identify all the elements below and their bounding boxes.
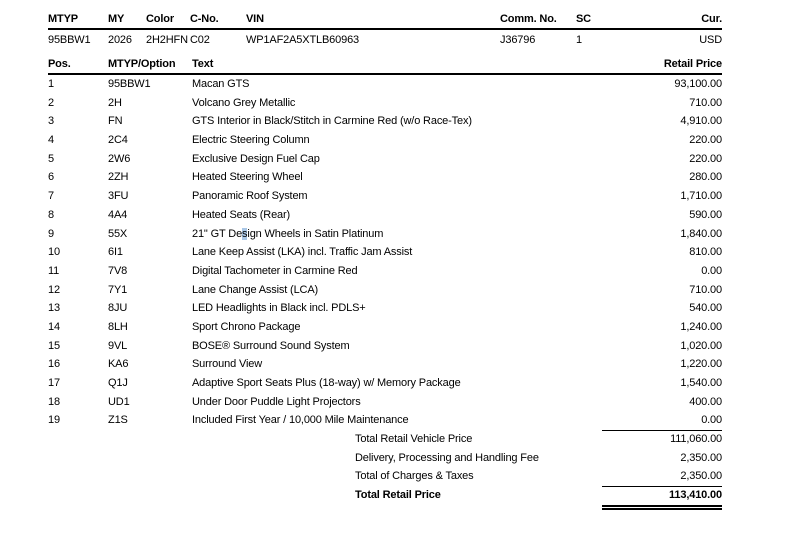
option-code-cell: 2ZH bbox=[108, 171, 129, 184]
table-row bbox=[48, 374, 722, 393]
option-code-cell: Q1J bbox=[108, 377, 128, 389]
text-cell: Sport Chrono Package bbox=[192, 320, 301, 333]
option-code-cell: 7V8 bbox=[108, 264, 128, 277]
option-code-cell: 95BBW1 bbox=[108, 78, 151, 90]
option-code-cell: 8JU bbox=[108, 302, 128, 315]
spacer bbox=[48, 430, 355, 449]
price-cell: 1,020.00 bbox=[680, 339, 722, 352]
vehicle-values-row bbox=[48, 30, 722, 49]
pos-cell: 3 bbox=[48, 115, 54, 128]
option-code-cell: 6I1 bbox=[108, 246, 123, 259]
pos-cell: 15 bbox=[48, 339, 60, 352]
text-cell: GTS Interior in Black/Stitch in Carmine Red (w/o Race-Tex) bbox=[192, 115, 472, 128]
price-cell: 220.00 bbox=[689, 152, 722, 165]
table-row bbox=[48, 299, 722, 318]
table-row bbox=[48, 168, 722, 187]
option-code-cell: KA6 bbox=[108, 358, 129, 371]
price-cell: 710.00 bbox=[689, 96, 722, 109]
option-code-cell: 8LH bbox=[108, 320, 128, 333]
col-header-text: Text bbox=[192, 58, 214, 70]
option-code-cell: 2H bbox=[108, 96, 122, 109]
price-cell: 1,840.00 bbox=[680, 227, 722, 240]
text-cell: Lane Change Assist (LCA) bbox=[192, 283, 319, 296]
price-cell: 4,910.00 bbox=[680, 115, 722, 128]
price-cell: 590.00 bbox=[689, 208, 722, 221]
text-cell: Adaptive Sport Seats Plus (18-way) w/ Memory Package bbox=[192, 377, 461, 389]
text-cell: Lane Keep Assist (LKA) incl. Traffic Jam Assist bbox=[192, 246, 413, 259]
col-header-mtyp: MTYP bbox=[48, 13, 78, 25]
table-row bbox=[48, 393, 722, 412]
option-code-cell: 2C4 bbox=[108, 134, 128, 147]
spacer bbox=[48, 467, 355, 487]
price-cell: 280.00 bbox=[689, 171, 722, 184]
option-code-cell: FN bbox=[108, 115, 123, 128]
total-label: Total of Charges & Taxes bbox=[355, 470, 474, 483]
text-cell: Exclusive Design Fuel Cap bbox=[192, 152, 320, 165]
col-header-vin: VIN bbox=[246, 13, 264, 25]
table-row bbox=[48, 131, 722, 150]
pos-cell: 8 bbox=[48, 208, 54, 221]
vehicle-my-value: 2026 bbox=[108, 34, 132, 46]
table-row bbox=[48, 225, 722, 244]
option-code-cell: 9VL bbox=[108, 339, 128, 352]
col-header-cur: Cur. bbox=[701, 13, 722, 25]
total-row bbox=[48, 467, 722, 486]
text-cell: Heated Steering Wheel bbox=[192, 171, 303, 184]
col-header-my: MY bbox=[108, 13, 125, 25]
option-code-cell: 3FU bbox=[108, 190, 129, 203]
pos-cell: 9 bbox=[48, 227, 54, 240]
price-cell: 810.00 bbox=[689, 246, 722, 259]
table-row bbox=[48, 262, 722, 281]
col-header-cno: C-No. bbox=[190, 13, 219, 25]
text-cell: Under Door Puddle Light Projectors bbox=[192, 395, 361, 408]
table-row bbox=[48, 206, 722, 225]
pos-cell: 18 bbox=[48, 395, 60, 408]
table-row bbox=[48, 318, 722, 337]
table-row bbox=[48, 243, 722, 262]
table-row bbox=[48, 150, 722, 169]
total-row bbox=[48, 449, 722, 468]
option-code-cell: 55X bbox=[108, 227, 128, 240]
price-cell: 93,100.00 bbox=[674, 78, 722, 90]
col-header-mtyp-option: MTYP/Option bbox=[108, 58, 176, 70]
pos-cell: 11 bbox=[48, 264, 60, 277]
pos-cell: 12 bbox=[48, 283, 60, 296]
total-value-cell: 2,350.00 bbox=[680, 451, 722, 464]
price-cell: 1,240.00 bbox=[680, 320, 722, 333]
text-cell: 21" GT Design Wheels in Satin Platinum bbox=[192, 227, 384, 240]
selected-text: s bbox=[242, 227, 248, 240]
vehicle-header-row bbox=[48, 12, 722, 30]
price-cell: 1,710.00 bbox=[680, 190, 722, 203]
text-cell: Included First Year / 10,000 Mile Maintenance bbox=[192, 414, 409, 427]
vehicle-vin-value: WP1AF2A5XTLB60963 bbox=[246, 34, 360, 46]
table-row bbox=[48, 411, 722, 430]
text-cell: LED Headlights in Black incl. PDLS+ bbox=[192, 302, 366, 315]
text-cell: BOSE® Surround Sound System bbox=[192, 339, 350, 352]
total-label: Total Retail Vehicle Price bbox=[355, 433, 473, 446]
col-header-retail-price: Retail Price bbox=[663, 58, 722, 70]
text-cell: Electric Steering Column bbox=[192, 134, 310, 147]
price-cell: 1,540.00 bbox=[680, 377, 722, 389]
text-cell: Volcano Grey Metallic bbox=[192, 96, 296, 109]
total-value-cell: 113,410.00 bbox=[602, 486, 722, 510]
table-row bbox=[48, 75, 722, 94]
vehicle-currency-value: USD bbox=[699, 34, 722, 46]
pos-cell: 17 bbox=[48, 377, 60, 389]
text-cell: Digital Tachometer in Carmine Red bbox=[192, 264, 358, 277]
document-body bbox=[48, 12, 722, 505]
spacer bbox=[48, 449, 355, 468]
pos-cell: 1 bbox=[48, 78, 54, 90]
total-value-cell: 111,060.00 bbox=[670, 433, 722, 446]
price-cell: 220.00 bbox=[689, 134, 722, 147]
price-cell: 400.00 bbox=[689, 395, 722, 408]
option-code-cell: 4A4 bbox=[108, 208, 128, 221]
price-cell: 710.00 bbox=[689, 283, 722, 296]
option-code-cell: 7Y1 bbox=[108, 283, 128, 296]
totals-section bbox=[48, 430, 722, 505]
price-cell: 540.00 bbox=[689, 302, 722, 315]
vehicle-sc-value: 1 bbox=[576, 34, 582, 46]
price-cell: 1,220.00 bbox=[680, 358, 722, 371]
table-row bbox=[48, 112, 722, 131]
total-row bbox=[48, 430, 722, 449]
option-code-cell: 2W6 bbox=[108, 152, 131, 165]
table-row bbox=[48, 281, 722, 300]
table-row bbox=[48, 94, 722, 113]
text-cell: Surround View bbox=[192, 358, 263, 371]
pos-cell: 14 bbox=[48, 320, 60, 333]
price-cell: 0.00 bbox=[701, 264, 722, 277]
option-code-cell: UD1 bbox=[108, 395, 130, 408]
col-header-color: Color bbox=[146, 13, 174, 25]
spacer bbox=[48, 486, 355, 510]
pos-cell: 6 bbox=[48, 171, 54, 184]
total-label: Total Retail Price bbox=[355, 489, 441, 502]
vehicle-color-value: 2H2HFN bbox=[146, 34, 188, 46]
option-code-cell: Z1S bbox=[108, 414, 128, 427]
pos-cell: 4 bbox=[48, 134, 54, 147]
vehicle-comm-no-value: J36796 bbox=[500, 34, 536, 46]
total-value-cell: 2,350.00 bbox=[602, 467, 722, 487]
vehicle-mtyp-value: 95BBW1 bbox=[48, 34, 91, 46]
col-header-pos: Pos. bbox=[48, 58, 71, 70]
pos-cell: 13 bbox=[48, 302, 60, 315]
col-header-sc: SC bbox=[576, 13, 591, 25]
table-row bbox=[48, 187, 722, 206]
text-cell: Panoramic Roof System bbox=[192, 190, 308, 203]
pos-cell: 19 bbox=[48, 414, 60, 427]
pos-cell: 5 bbox=[48, 152, 54, 165]
text-cell: Heated Seats (Rear) bbox=[192, 208, 291, 221]
parts-table-header bbox=[48, 58, 722, 75]
price-cell: 0.00 bbox=[602, 411, 722, 431]
pos-cell: 2 bbox=[48, 96, 54, 109]
pos-cell: 10 bbox=[48, 246, 60, 259]
table-row bbox=[48, 337, 722, 356]
parts-table-rows bbox=[48, 75, 722, 430]
col-header-comm-no: Comm. No. bbox=[500, 13, 557, 25]
total-label: Delivery, Processing and Handling Fee bbox=[355, 451, 539, 464]
table-row bbox=[48, 355, 722, 374]
text-cell: Macan GTS bbox=[192, 78, 250, 90]
total-row bbox=[48, 486, 722, 505]
vehicle-cno-value: C02 bbox=[190, 34, 210, 46]
pos-cell: 16 bbox=[48, 358, 60, 371]
pos-cell: 7 bbox=[48, 190, 54, 203]
